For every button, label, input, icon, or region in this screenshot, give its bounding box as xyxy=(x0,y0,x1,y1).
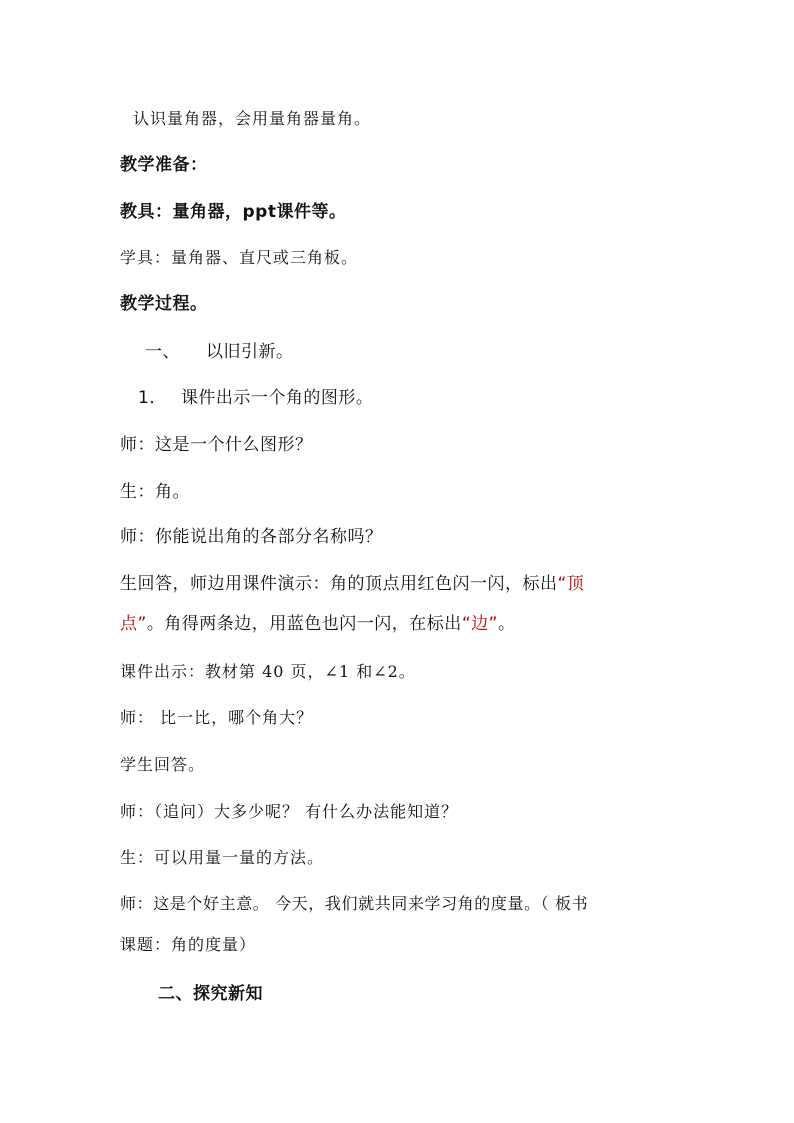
section1-number: 一、 xyxy=(145,342,180,362)
teacher-statement-5: 师：这是个好主意。 今天，我们就共同来学习角的度量。（ 板书 xyxy=(120,894,589,913)
student-answer-4: 生：可以用量一量的方法。 xyxy=(120,848,325,867)
prep-heading: 教学准备： xyxy=(120,155,208,175)
process-heading: 教学过程。 xyxy=(120,294,208,314)
vertex-term: “顶 xyxy=(557,574,585,594)
vertex-term-end: 点” xyxy=(120,614,147,634)
edge-term: “边” xyxy=(461,614,498,634)
student-answer-3: 学生回答。 xyxy=(120,755,206,774)
step1-line xyxy=(138,387,373,409)
step1-text: 课件出示一个角的图形。 xyxy=(180,388,374,408)
section1-title: 以旧引新。 xyxy=(206,342,294,362)
teacher-tools-line: 教具：量角器，ppt课件等。 xyxy=(120,202,347,222)
answer-text-2: 。角得两条边，用蓝色也闪一闪，在标出 xyxy=(146,614,462,634)
student-tools-line: 学具：量角器、直尺或三角板。 xyxy=(120,248,359,267)
section2-heading: 二、探究新知 xyxy=(158,984,263,1004)
step1-number: 1． xyxy=(138,388,167,408)
student-answer-1: 生：角。 xyxy=(120,482,190,502)
objective-line: 认识量角器，会用量角器量角。 xyxy=(133,109,372,128)
student-answer-2-line1 xyxy=(120,573,584,595)
courseware-line: 课件出示：教材第 40 页，∠1 和∠2。 xyxy=(120,662,416,681)
teacher-statement-5-cont: 课题：角的度量） xyxy=(120,935,257,954)
teacher-question-3: 师： 比一比，哪个角大？ xyxy=(120,708,314,727)
student-answer-2-line2 xyxy=(120,613,515,635)
answer-text: 生回答，师边用课件演示：角的顶点用红色闪一闪，标出 xyxy=(120,574,558,594)
section1-heading xyxy=(145,341,294,363)
teacher-question-1: 师：这是一个什么图形？ xyxy=(120,435,313,455)
teacher-question-4: 师：（追问）大多少呢？ 有什么办法能知道？ xyxy=(120,802,459,821)
teacher-question-2: 师：你能说出角的各部分名称吗？ xyxy=(120,527,383,547)
answer-text-3: 。 xyxy=(497,614,516,634)
